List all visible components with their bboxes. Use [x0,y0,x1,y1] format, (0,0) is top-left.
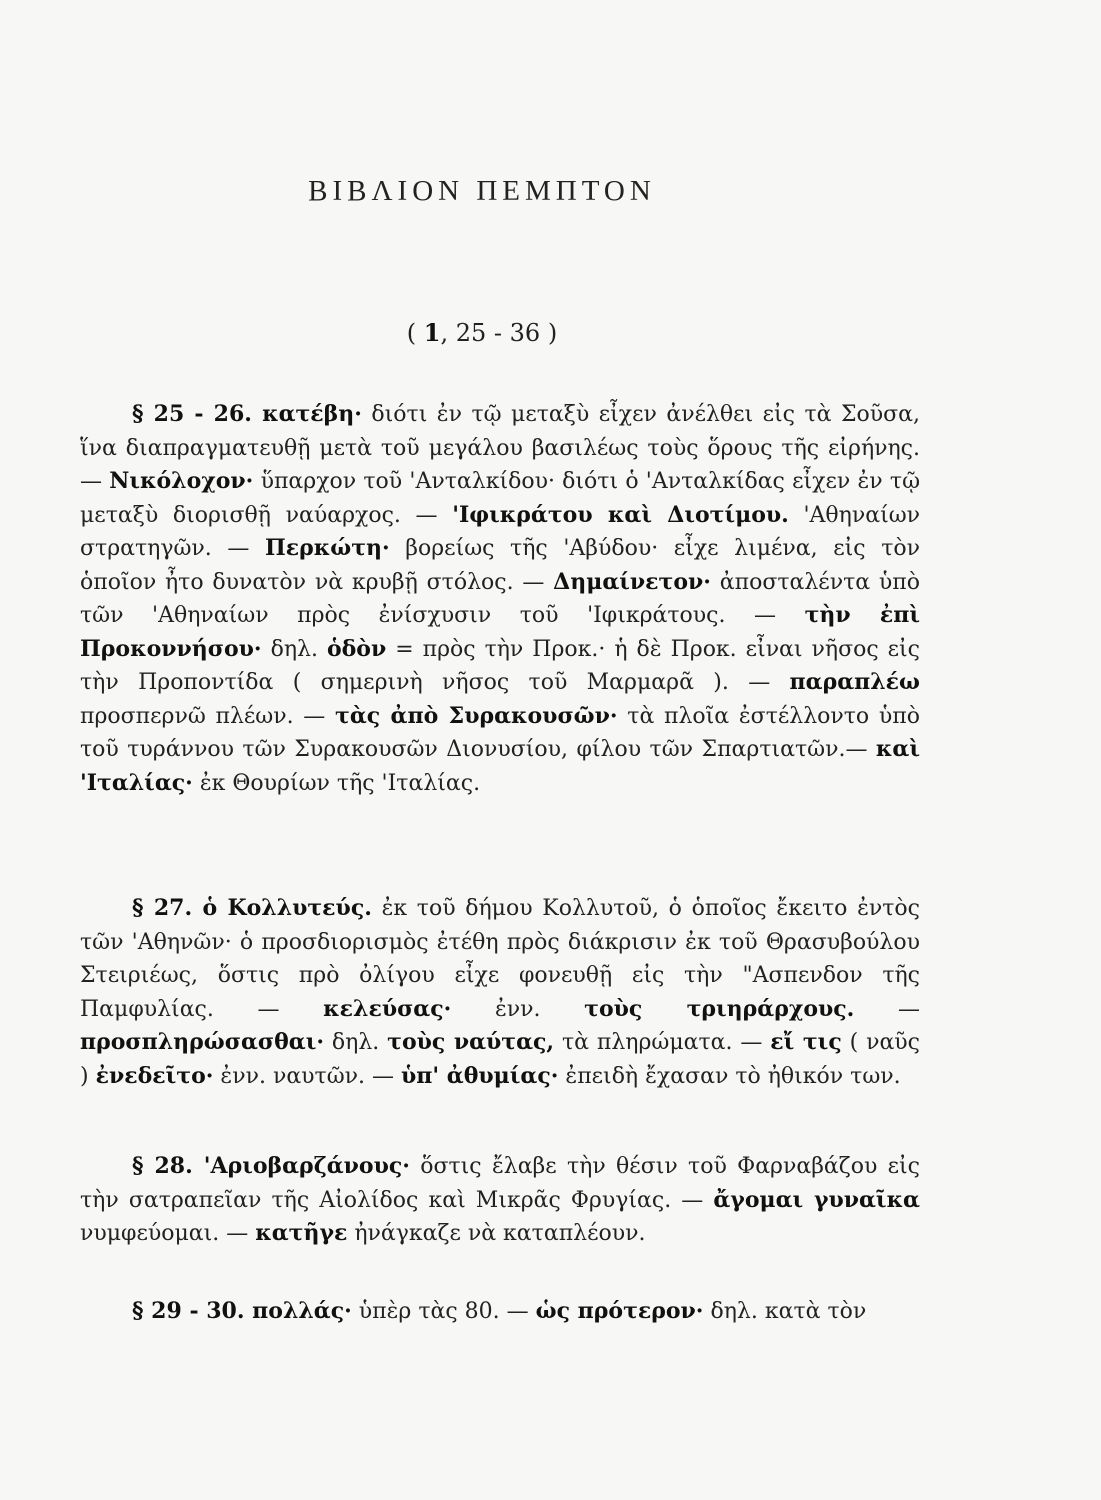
commentary-text: ἠνάγκαζε νὰ καταπλέουν. [347,1221,646,1246]
headword: προσπληρώσασθαι· [80,1029,325,1055]
commentary-text: βορείως τῆς 'Αβύδου· εἶχε λιμένα, εἰς τὸν ὁποῖον ἦτο δυνατὸν νὰ κρυβῇ στόλος. — [80,536,920,595]
headword: § 27. ὁ Κολλυτεύς. [132,895,372,921]
chapter-range [0,318,964,347]
headword: 'Ιφικράτου καὶ Διοτίμου. [452,501,789,528]
commentary-text: ἐνν. [451,996,585,1022]
commentary-text: τὰ πλοῖα ἐστέλλοντο ὑπὸ τοῦ τυράννου τῶν Συρακουσῶν Διονυσίου, φίλου τῶν Σπαρτιατῶν.— [80,703,920,762]
headword: καὶ 'Ιταλίας· [80,736,920,796]
commentary-text: — [854,996,920,1022]
section-29-30 [80,1295,920,1329]
headword: Δημαίνετον· [553,568,711,595]
commentary-text: ἐνν. ναυτῶν. — [213,1063,402,1089]
commentary-text: προσπερνῶ πλέων. — [80,703,336,729]
headword: ὁδὸν [326,635,387,662]
commentary-text: ὑπὲρ τὰς 80. — [351,1299,536,1324]
range-book-number: 1 [423,318,441,347]
paragraph-text [80,398,920,800]
headword: κελεύσας· [323,995,452,1022]
section-25-26 [80,398,920,800]
commentary-text: τὰ πληρώματα. — [554,1030,771,1055]
range-open: ( [406,319,417,347]
headword: εἴ τις [770,1029,842,1055]
headword: § 29 - 30. πολλάς· [132,1298,352,1324]
paragraph-text [80,1295,920,1329]
paragraph-text [80,892,920,1093]
commentary-text: = πρὸς τὴν Προκ.· ἡ δὲ Προκ. εἶναι νῆσος εἰς τὴν Προποντίδα ( σημερινὴ νῆσος τοῦ Μαρμαρᾶ ). — [80,636,920,695]
headword: § 25 - 26. κατέβη· [132,401,362,427]
commentary-text: δηλ. [261,636,327,662]
commentary-text: διότι ἐν τῷ μεταξὺ εἶχεν ἀνέλθει εἰς τὰ Σοῦσα, ἵνα διαπραγματευθῇ μετὰ τοῦ μεγάλου βασιλέως τοὺς ὅρους τῆς εἰρήνης. — [80,402,921,494]
section-28 [80,1150,920,1251]
page-title: ΒΙΒΛΙΟΝ ΠΕΜΠΤΟΝ [308,175,656,207]
commentary-text: ἀποσταλέντα ὑπὸ τῶν 'Αθηναίων πρὸς ἐνίσχυσιν τοῦ 'Ιφικράτους. — [80,569,920,628]
headword: Νικόλοχον· [109,468,254,494]
commentary-text: ἐκ τοῦ δήμου Κολλυτοῦ, ὁ ὁποῖος ἔκειτο ἐντὸς τῶν 'Αθηνῶν· ὁ προσδιορισμὸς ἐτέθη πρὸς διάκρισιν ἐκ τοῦ Θρασυβούλου Στειριέως, ὅστις πρὸ ὀλίγου εἶχε φονευθῇ εἰς τὴν "Ασπενδον τῆς Παμφυλίας. — [80,896,920,1022]
headword: τὴν ἐπὶ Προκοννήσου· [80,602,920,662]
headword: ὑπ' ἀθυμίας· [401,1062,559,1089]
headword: ἐνεδεῖτο· [95,1062,214,1089]
headword: τὰς ἀπὸ Συρακουσῶν· [335,702,618,729]
headword: κατῆγε [255,1220,348,1246]
paragraph-text [80,1150,920,1251]
headword: ὡς πρότερον· [535,1298,704,1324]
range-rest: , 25 - 36 ) [440,319,558,347]
section-27 [80,892,920,1093]
commentary-text: 'Αθηναίων στρατηγῶν. — [80,502,921,561]
commentary-text: ὅστις ἔλαβε τὴν θέσιν τοῦ Φαρναβάζου εἰς τὴν σατραπεῖαν τῆς Αἰολίδος καὶ Μικρᾶς Φρυγίας. — [80,1154,921,1213]
commentary-text: ἐπειδὴ ἔχασαν τὸ ἠθικόν των. [558,1063,901,1089]
headword: παραπλέω [789,669,920,695]
commentary-text: νυμφεύομαι. — [80,1221,256,1246]
commentary-text: δηλ. [324,1030,388,1055]
headword: Περκώτη· [264,535,390,561]
commentary-text: ὕπαρχον τοῦ 'Ανταλκίδου· διότι ὁ 'Ανταλκίδας εἶχεν ἐν τῷ μεταξὺ διορισθῇ ναύαρχος. — [80,469,921,528]
headword: τοὺς τριηράρχους. [584,995,855,1022]
headword: τοὺς ναύτας, [387,1029,555,1055]
commentary-text: ἐκ Θουρίων τῆς 'Ιταλίας. [192,770,481,796]
commentary-text: δηλ. κατὰ τὸν [703,1299,867,1324]
commentary-text: ( ναῦς ) [80,1030,920,1089]
headword: § 28. 'Αριοβαρζάνους· [132,1153,410,1179]
headword: ἄγομαι γυναῖκα [713,1186,920,1213]
